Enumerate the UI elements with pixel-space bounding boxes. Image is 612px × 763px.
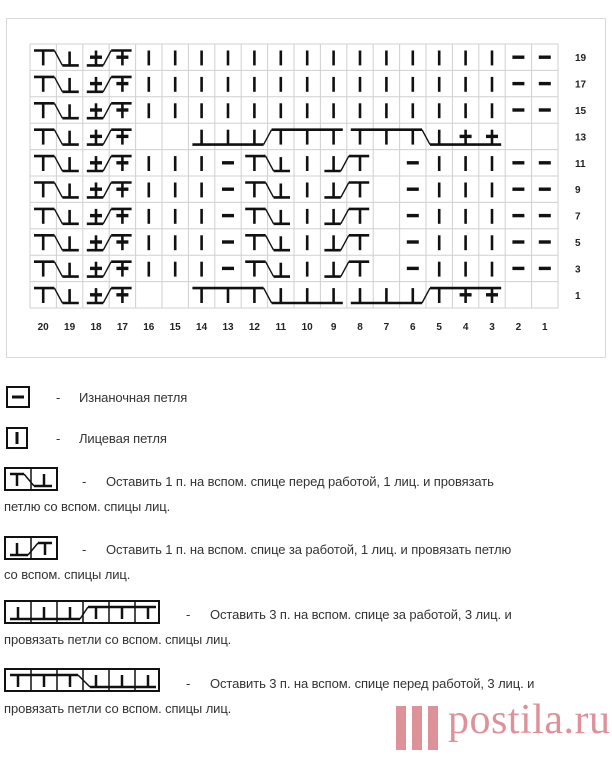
cross-left-stitch [266, 209, 274, 224]
legend-cross-left-1x1-line1: Оставить 1 п. на вспом. спице перед работой, 1 лиц. и провязать [106, 474, 494, 489]
cross-right-stitch [341, 183, 349, 198]
cross-right-stitch [103, 51, 111, 66]
legend-cross-left-3x3-line2: провязать петли со вспом. спицы лиц. [4, 701, 232, 716]
legend-separator: - [82, 474, 87, 489]
cross-right-stitch [103, 130, 111, 145]
row-label: 17 [575, 79, 587, 91]
cross-left-stitch [54, 156, 62, 171]
row-label: 15 [575, 106, 587, 117]
column-label: 2 [515, 322, 522, 333]
column-label: 5 [436, 322, 442, 333]
legend-knit-text: Лицевая петля [79, 431, 167, 446]
legend-separator: - [186, 607, 191, 622]
cross-right-stitch [103, 262, 111, 277]
legend-cross-right-3x3-line2: провязать петли со вспом. спицы лиц. [4, 632, 232, 647]
knit-symbol-icon [6, 427, 32, 449]
cross-right-stitch [103, 209, 111, 224]
row-label: 3 [575, 264, 581, 276]
column-label: 20 [37, 322, 49, 333]
column-label: 8 [357, 322, 363, 333]
column-label: 10 [301, 322, 313, 333]
legend-separator: - [56, 431, 61, 446]
cross-left-stitch [266, 262, 274, 277]
column-label: 13 [222, 322, 234, 333]
column-label: 7 [383, 322, 390, 333]
legend-separator: - [56, 390, 61, 405]
cross-right-3x3-icon [4, 600, 164, 626]
cross-right-stitch [341, 209, 349, 224]
cross-right-stitch [341, 262, 349, 277]
cross-right-stitch [103, 156, 111, 171]
cross-right-stitch [103, 77, 111, 92]
legend-separator: - [82, 542, 87, 557]
cross-right-stitch [341, 156, 349, 171]
column-label: 14 [196, 322, 208, 333]
legend-cross-left-1x1-line2: петлю со вспом. спицы лиц. [4, 499, 171, 514]
column-label: 12 [248, 322, 260, 333]
row-label: 5 [575, 238, 581, 249]
row-label: 13 [575, 132, 587, 144]
legend-separator: - [186, 676, 191, 691]
cross-right-stitch [103, 183, 111, 198]
watermark-text: postila.ru [448, 697, 611, 743]
legend-cross-left-3x3-line1: Оставить 3 п. на вспом. спице перед работой, 3 лиц. и [210, 676, 535, 691]
column-label: 18 [90, 322, 102, 333]
cross-left-1x1-icon [4, 467, 60, 493]
cross-left-stitch [54, 209, 62, 224]
column-label: 17 [116, 322, 128, 333]
watermark [388, 696, 611, 756]
column-label: 9 [330, 322, 337, 333]
row-label: 9 [575, 185, 581, 197]
column-label: 15 [169, 322, 181, 333]
cross-right-1x1-icon [4, 536, 60, 562]
legend-cross-right-3x3-line1: Оставить 3 п. на вспом. спице за работой, 3 лиц. и [210, 607, 512, 622]
cross-left-stitch [54, 183, 62, 198]
column-label: 11 [275, 322, 287, 333]
legend-purl-text: Изнаночная петля [79, 390, 188, 405]
column-label: 16 [143, 322, 155, 333]
column-label: 4 [462, 322, 469, 333]
column-label: 3 [489, 322, 495, 333]
purl-symbol-icon [6, 386, 32, 408]
cross-left-stitch [54, 288, 62, 303]
postila-logo-icon [388, 700, 444, 752]
column-label: 6 [410, 322, 416, 333]
cross-right-stitch [103, 103, 111, 118]
row-label: 1 [575, 290, 581, 302]
cross-left-stitch [54, 103, 62, 118]
knitting-chart [0, 0, 612, 360]
cross-left-stitch [54, 77, 62, 92]
cross-left-3x3-icon [4, 668, 164, 694]
cross-left-stitch [54, 262, 62, 277]
column-label: 1 [542, 322, 548, 333]
row-label: 11 [575, 158, 586, 170]
cross-right-stitch [341, 235, 349, 250]
cross-left-stitch [54, 235, 62, 250]
column-label: 19 [64, 322, 76, 333]
cross-left-stitch [54, 130, 62, 145]
cross-right-stitch [103, 288, 111, 303]
row-label: 19 [575, 53, 587, 65]
row-label: 7 [575, 211, 581, 223]
cross-right-stitch [103, 235, 111, 250]
cross-left-stitch [54, 51, 62, 66]
cross-left-stitch [266, 156, 274, 171]
legend-cross-right-1x1-line1: Оставить 1 п. на вспом. спице за работой, 1 лиц. и провязать петлю [106, 542, 512, 557]
legend-cross-right-1x1-line2: со вспом. спицы лиц. [4, 567, 131, 582]
cross-left-stitch [266, 235, 274, 250]
cross-left-stitch [266, 183, 274, 198]
